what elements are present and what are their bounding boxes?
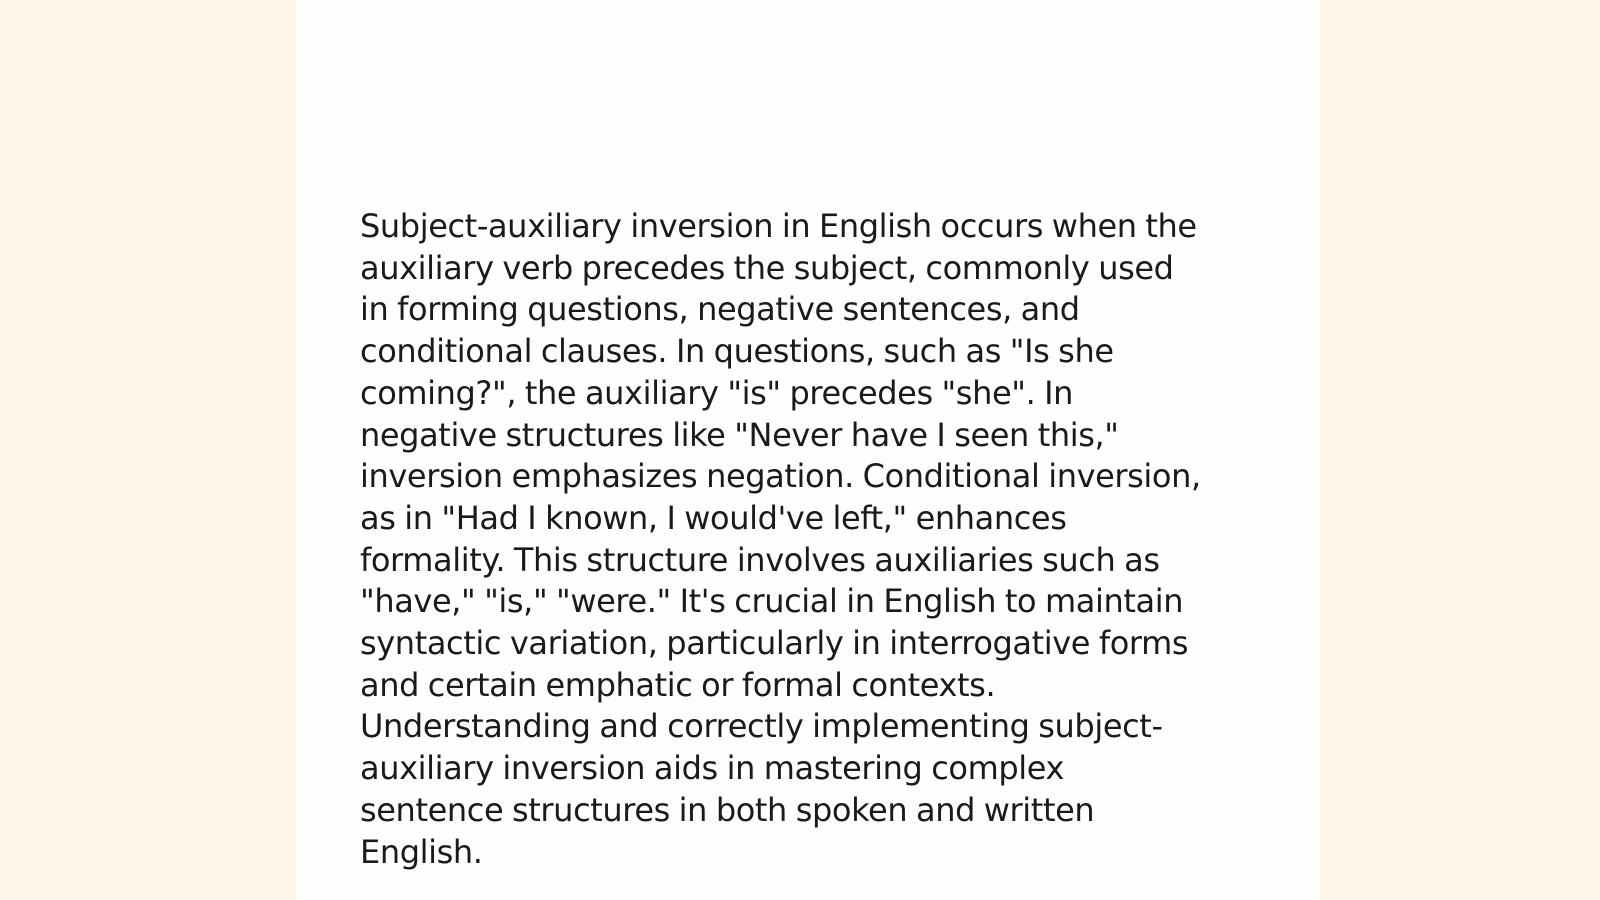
paragraph-line: formality. This structure involves auxiliaries such as (360, 540, 1160, 579)
body-paragraph (360, 206, 1250, 873)
paragraph-line: conditional clauses. In questions, such as "Is she (360, 332, 1114, 371)
paragraph-line: coming?", the auxiliary "is" precedes "she". In (360, 373, 1074, 412)
paragraph-line: in forming questions, negative sentences, and (360, 290, 1080, 329)
paragraph-line: English. (360, 832, 483, 871)
paragraph-line: syntactic variation, particularly in interrogative forms (360, 624, 1189, 663)
paragraph-line: and certain emphatic or formal contexts. (360, 665, 996, 704)
paragraph-line: inversion emphasizes negation. Conditional inversion, (360, 457, 1201, 496)
paragraph-line: sentence structures in both spoken and written (360, 790, 1095, 829)
paragraph-line: Subject-auxiliary inversion in English occurs when the (360, 207, 1197, 245)
paragraph-line: auxiliary verb precedes the subject, commonly used (360, 248, 1174, 287)
paragraph-line: as in "Had I known, I would've left," enhances (360, 498, 1067, 537)
paragraph-line: negative structures like "Never have I seen this," (360, 415, 1119, 454)
document-page (296, 0, 1320, 900)
paragraph-line: auxiliary inversion aids in mastering complex (360, 749, 1065, 788)
paragraph-line: "have," "is," "were." It's crucial in English to maintain (360, 582, 1184, 621)
paragraph-line: Understanding and correctly implementing subject- (360, 707, 1163, 746)
